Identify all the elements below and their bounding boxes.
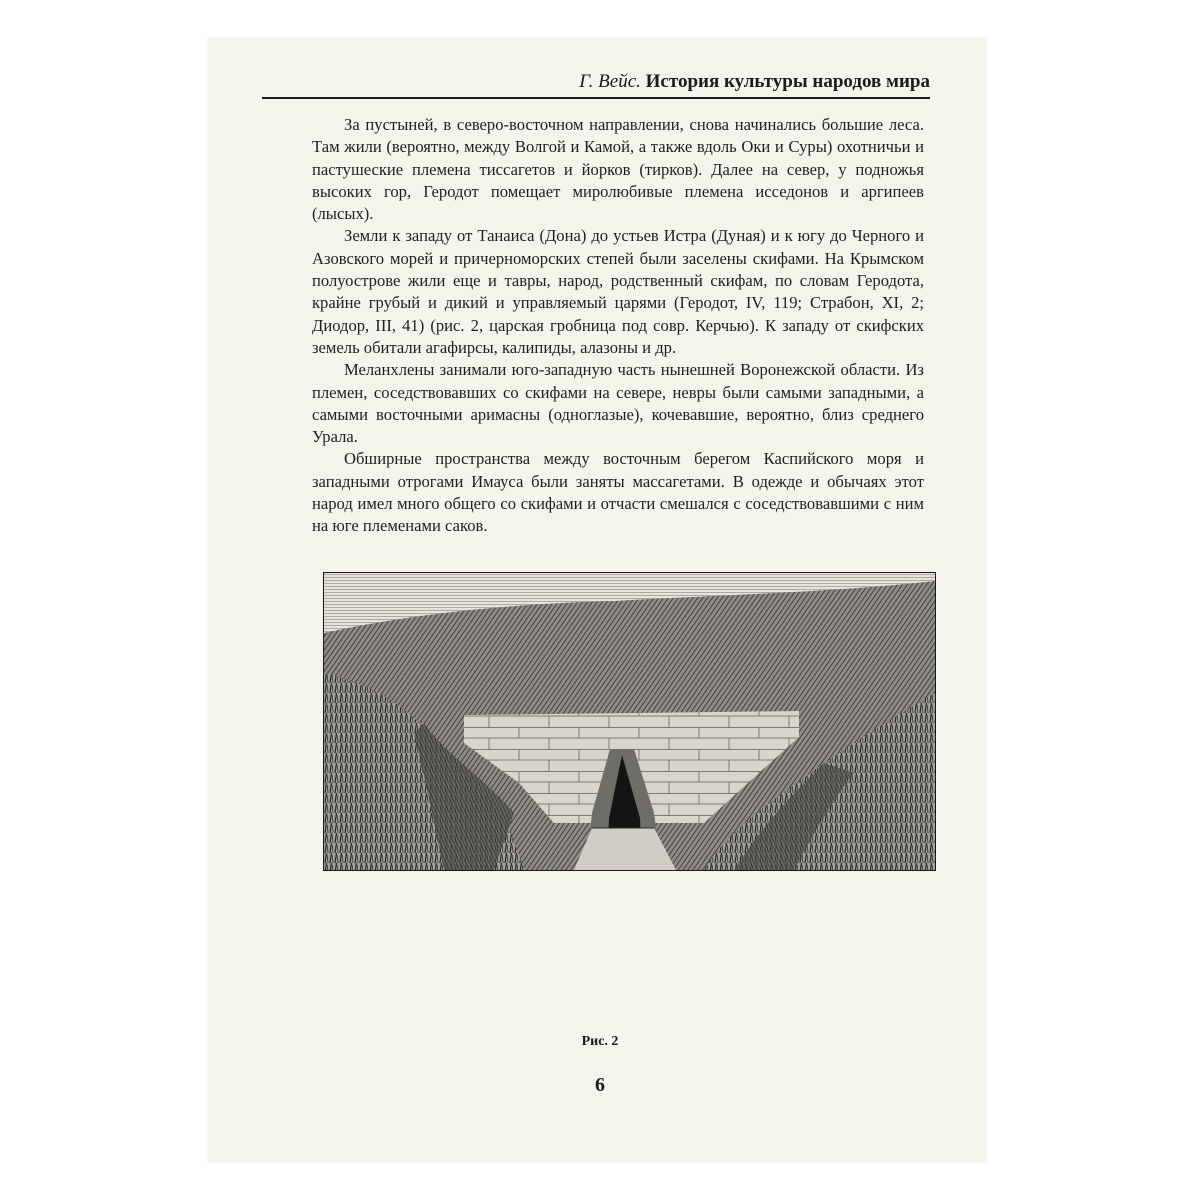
engraving-illustration: [323, 572, 936, 871]
paragraph: Земли к западу от Танаиса (Дона) до устьев Истра (Дуная) и к югу до Черного и Азовского морей и причерноморских степей были заселены скифами. На Крымском полуострове жили еще и тавры, народ, родственный скифам, по словам Геродота, крайне грубый и дикий и управляемый царями (Геродот, IV, 119; Страбон, XI, 2; Диодор, III, 41) (рис. 2, царская гробница под совр. Керчью). К западу от скифских земель обитали агафирсы, калипиды, алазоны и др.: [312, 226, 924, 357]
page-number: 6: [595, 1074, 605, 1096]
paragraph: За пустыней, в северо-восточном направлении, снова начинались большие леса. Там жили (вероятно, между Волгой и Камой, а также вдоль Оки и Суры) охотничьи и пастушеские племена тиссагетов и йорков (тирков). Далее на север, у подножья высоких гор, Геродот помещает миролюбивые племена исседонов и аргипеев (лысых).: [312, 115, 924, 224]
header-book-title: История культуры народов мира: [645, 71, 930, 92]
running-header: [262, 71, 930, 97]
paragraph: Обширные пространства между восточным берегом Каспийского моря и западными отрогами Имауса были заняты массагетами. В одежде и обычаях этот народ имел много общего со скифами и отчасти смешался с соседствовавшими с ним на юге племенами саков.: [312, 449, 924, 536]
tomb-engraving: [324, 573, 935, 870]
paragraph: Меланхлены занимали юго-западную часть нынешней Воронежской области. Из племен, соседствовавших со скифами на севере, невры были самыми западными, а самыми восточными аримасны (одноглазые), кочевавшие, вероятно, близ среднего Урала.: [312, 360, 924, 447]
body-text: [312, 114, 924, 538]
header-rule: [262, 97, 930, 99]
figure-caption: Рис. 2: [581, 1034, 619, 1049]
header-author: Г. Вейс.: [579, 71, 641, 92]
